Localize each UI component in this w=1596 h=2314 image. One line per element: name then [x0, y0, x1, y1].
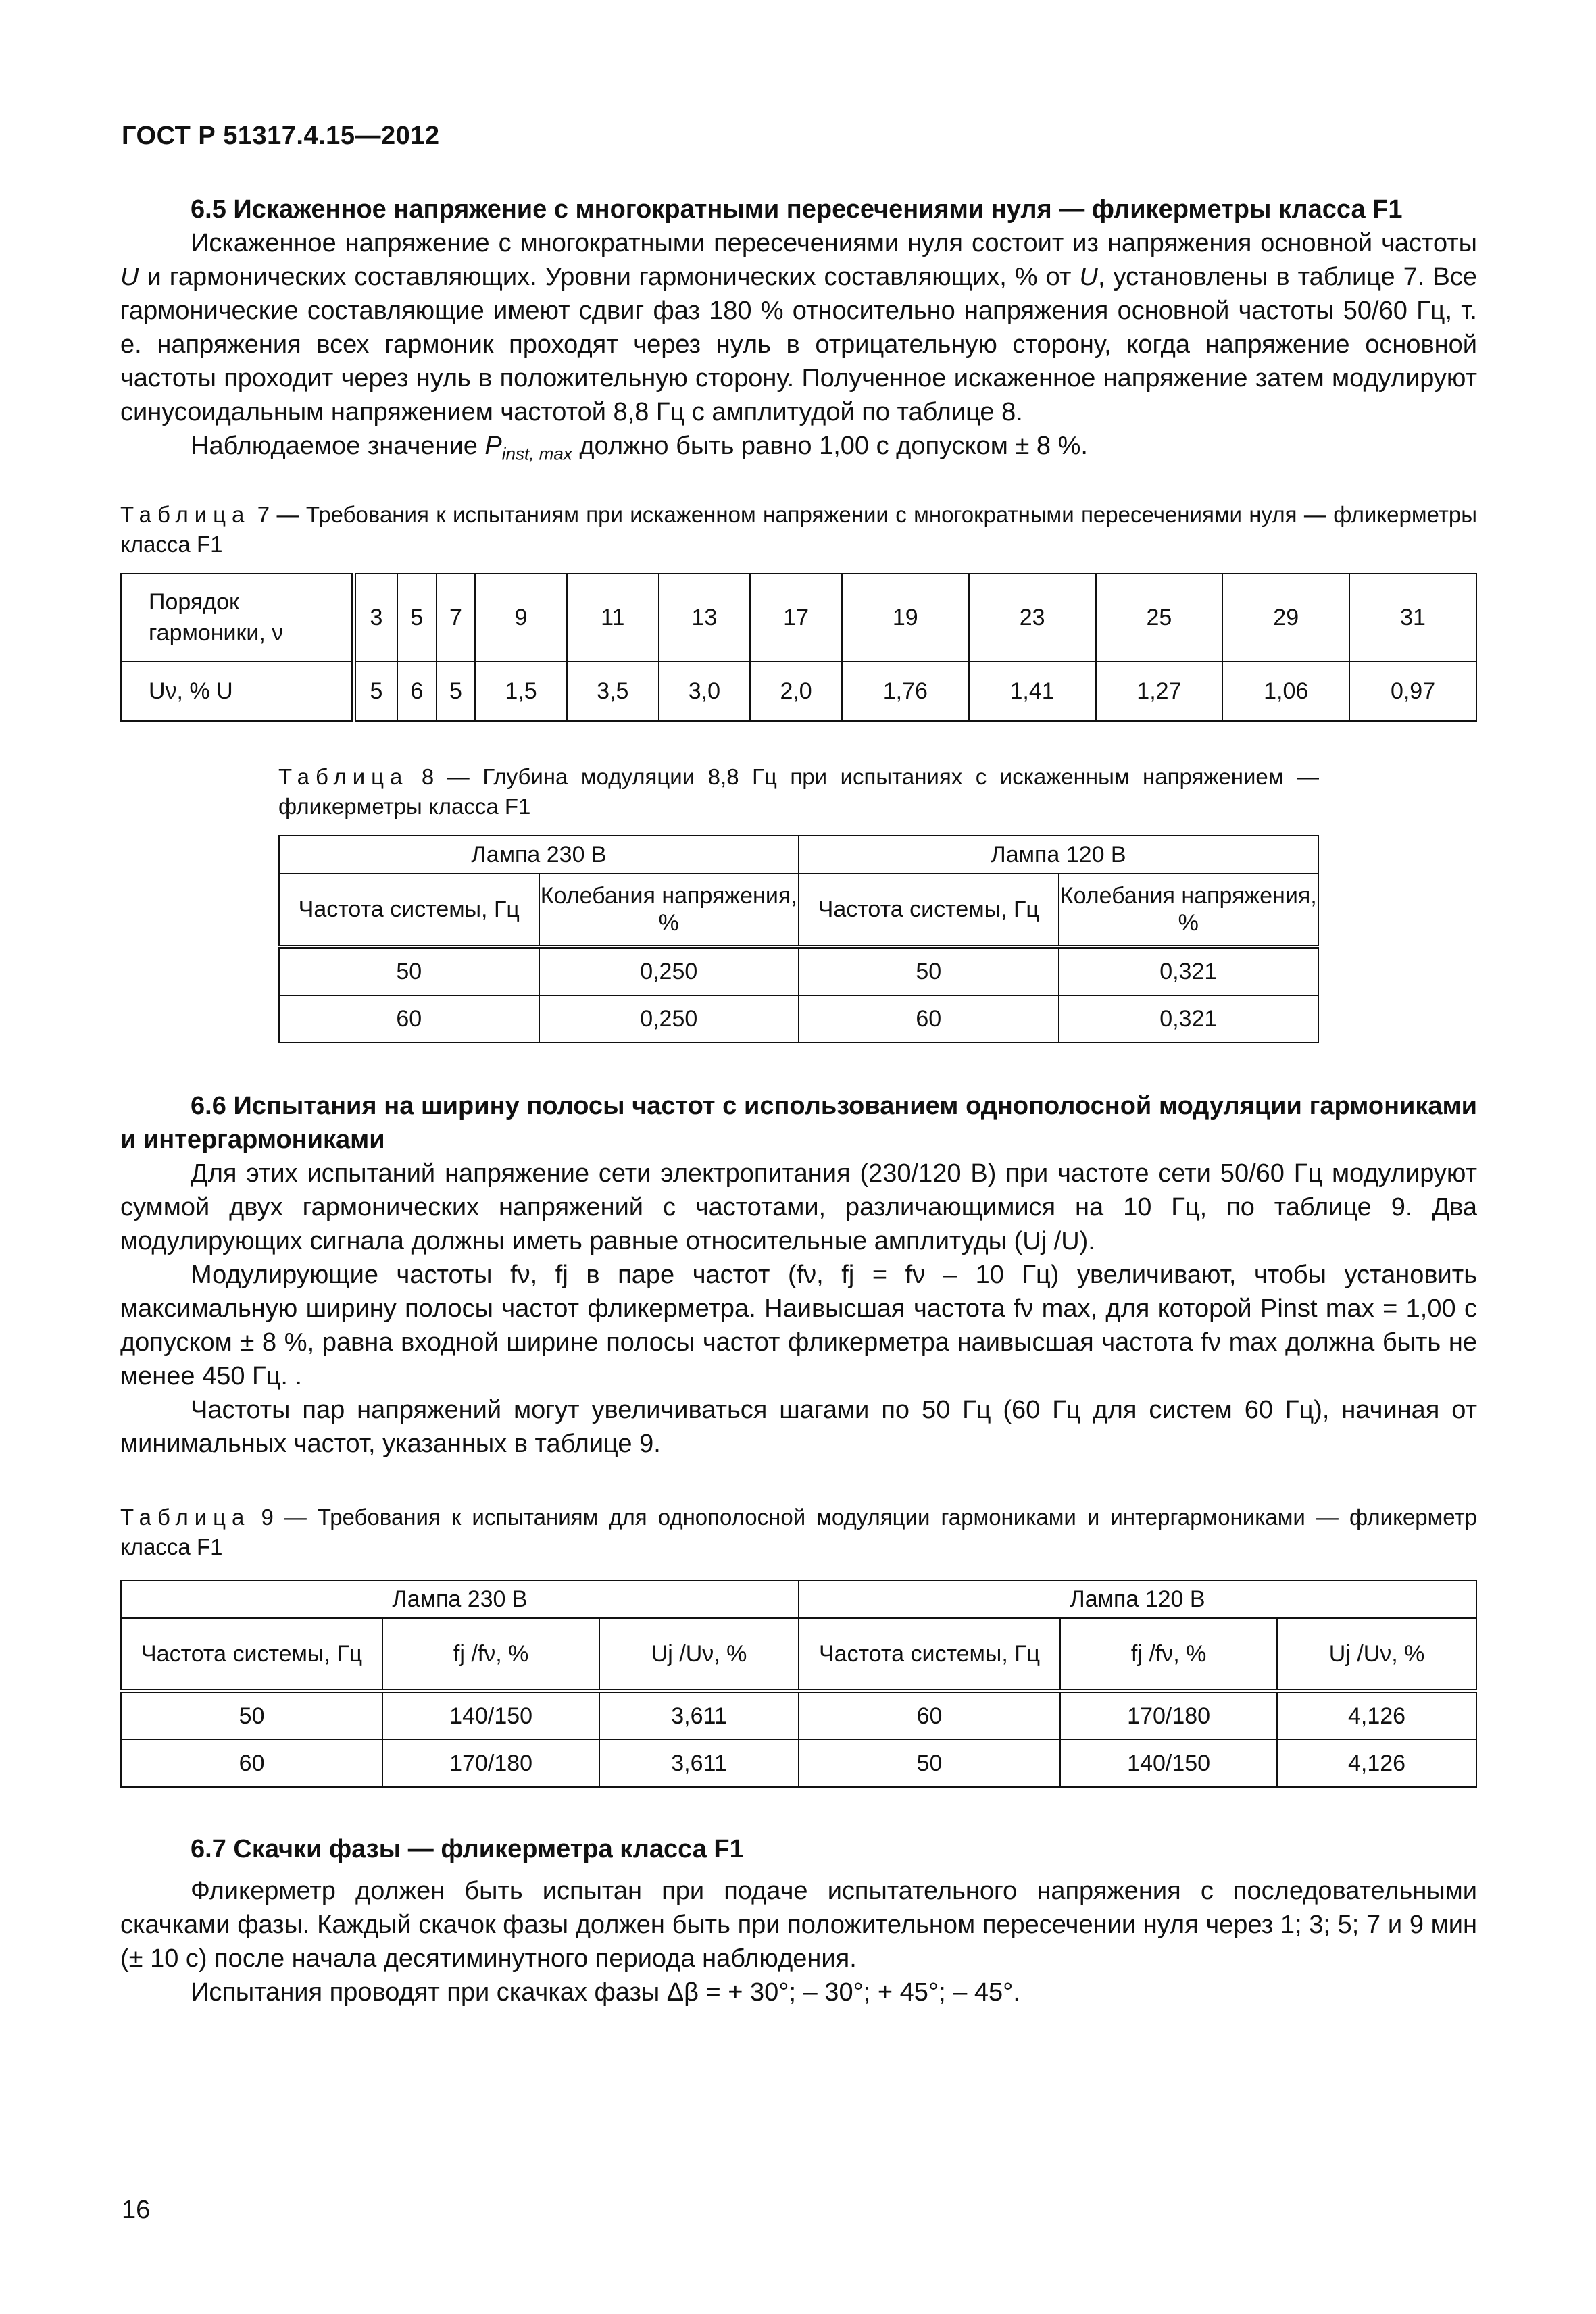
paragraph: Для этих испытаний напряжение сети электропитания (230/120 В) при частоте сети 50/60 Гц модулируют суммой двух гармонических напряжений с частотами, различающимися на 10 Гц, по таблице 9. Два модулирующих сигнала должны иметь равные относительные амплитуды (Uj /U).	[120, 1159, 1477, 1255]
table-header: Uj /Uν, %	[599, 1618, 799, 1691]
table-cell: 0,321	[1059, 995, 1319, 1042]
table-cell: 5	[354, 661, 398, 721]
table-cell: 140/150	[1060, 1740, 1277, 1787]
table-cell: 3,0	[659, 661, 751, 721]
table-cell: 50	[121, 1691, 382, 1740]
table-header: Частота системы, Гц	[799, 1618, 1060, 1691]
table-header: Частота системы, Гц	[799, 874, 1059, 947]
paragraph: Испытания проводят при скачках фазы Δβ = + 30°; – 30°; + 45°; – 45°.	[191, 1978, 1020, 2007]
table-cell: 3	[354, 574, 398, 661]
table-cell: 0,97	[1349, 661, 1476, 721]
table-cell: 60	[121, 1740, 382, 1787]
table-cell: 5	[397, 574, 437, 661]
table-cell: 29	[1222, 574, 1349, 661]
table-cell: 2,0	[750, 661, 842, 721]
table-row-label: Порядок гармоники, ν	[121, 574, 354, 661]
table-cell: 0,250	[539, 995, 799, 1042]
section-6-5	[120, 193, 1477, 471]
table-header: Лампа 120 В	[799, 836, 1318, 874]
table-cell: 19	[842, 574, 969, 661]
table-row	[279, 947, 1318, 995]
table-header-row	[121, 1618, 1476, 1691]
table-cell: 60	[799, 1691, 1060, 1740]
table-header: Uj /Uν, %	[1277, 1618, 1476, 1691]
table-cell: 5	[437, 661, 476, 721]
table-cell: 23	[969, 574, 1096, 661]
table-header: Лампа 120 В	[799, 1580, 1476, 1618]
table-cell: 60	[799, 995, 1059, 1042]
table-cell: 1,06	[1222, 661, 1349, 721]
table-cell: 3,5	[567, 661, 659, 721]
table-cell: 11	[567, 574, 659, 661]
table-row	[121, 1740, 1476, 1787]
table-cell: 7	[437, 574, 476, 661]
section-6-7	[120, 1832, 1477, 2009]
table-cell: 170/180	[1060, 1691, 1277, 1740]
table-8-caption: Таблица 8 — Глубина модуляции 8,8 Гц при испытаниях с искаженным напряжением — фликерметры класса F1	[278, 764, 1319, 819]
table-7-caption: Таблица 7 — Требования к испытаниям при искаженном напряжении с многократными пересечениями нуля — фликерметры класса F1	[120, 502, 1477, 557]
table-cell: 31	[1349, 574, 1476, 661]
table-cell: 1,27	[1096, 661, 1223, 721]
table-9-caption: Таблица 9 — Требования к испытаниям для однополосной модуляции гармониками и интергармониками — фликерметр класса F1	[120, 1505, 1477, 1559]
section-heading: 6.7 Скачки фазы — фликерметра класса F1	[191, 1835, 744, 1863]
table-header: fj /fν, %	[1060, 1618, 1277, 1691]
table-cell: 0,250	[539, 947, 799, 995]
table-cell: 50	[279, 947, 539, 995]
table-header: Частота системы, Гц	[121, 1618, 382, 1691]
table-cell: 170/180	[382, 1740, 599, 1787]
table-cell: 1,5	[475, 661, 567, 721]
table-row	[279, 995, 1318, 1042]
paragraph: Модулирующие частоты fν, fj в паре частот (fν, fj = fν – 10 Гц) увеличивают, чтобы установить максимальную ширину полосы частот фликерметра. Наивысшая частота fν max, для которой Pinst max = 1,00 с допуском ± 8 %, равна входной ширине полосы частот фликерметра наивысшая частота fν max должна быть не менее 450 Гц. .	[120, 1261, 1477, 1390]
document-id: ГОСТ Р 51317.4.15—2012	[122, 122, 440, 150]
section-heading: 6.5 Искаженное напряжение с многократными пересечениями нуля — фликерметры класса F1	[191, 195, 1403, 224]
table-9	[120, 1580, 1477, 1788]
table-cell: 25	[1096, 574, 1223, 661]
table-cell: 0,321	[1059, 947, 1319, 995]
table-header-row	[121, 1580, 1476, 1618]
table-header: Колебания напряжения, %	[539, 874, 799, 947]
table-cell: 50	[799, 947, 1059, 995]
paragraph: Искаженное напряжение с многократными пересечениями нуля состоит из напряжения основной частоты U и гармонических составляющих. Уровни гармонических составляющих, % от U, установлены в таблице 7. Все гармонические составляющие имеют сдвиг фаз 180 % относительно напряжения основной частоты 50/60 Гц, т. е. напряжения всех гармоник проходят через нуль в отрицательную сторону, когда напряжение основной частоты проходит через нуль в положительную сторону. Полученное искаженное напряжение затем модулируют синусоидальным напряжением частотой 8,8 Гц с амплитудой по таблице 8.	[120, 229, 1477, 426]
table-row	[121, 661, 1476, 721]
table-cell: 3,611	[599, 1740, 799, 1787]
paragraph: Фликерметр должен быть испытан при подаче испытательного напряжения с последовательными скачками фазы. Каждый скачок фазы должен быть при положительном пересечении нуля через 1; 3; 5; 7 и 9 мин (± 10 с) после начала десятиминутного периода наблюдения.	[120, 1877, 1477, 1973]
table-header: Лампа 230 В	[121, 1580, 799, 1618]
table-header: fj /fν, %	[382, 1618, 599, 1691]
table-cell: 3,611	[599, 1691, 799, 1740]
table-header: Частота системы, Гц	[279, 874, 539, 947]
table-cell: 60	[279, 995, 539, 1042]
table-row	[121, 1691, 1476, 1740]
table-header-row	[279, 836, 1318, 874]
table-row-label: Uν, % U	[121, 661, 354, 721]
table-cell: 9	[475, 574, 567, 661]
table-8	[278, 835, 1319, 1043]
table-cell: 140/150	[382, 1691, 599, 1740]
table-header: Колебания напряжения, %	[1059, 874, 1319, 947]
table-header-row	[279, 874, 1318, 947]
table-cell: 1,76	[842, 661, 969, 721]
table-cell: 1,41	[969, 661, 1096, 721]
paragraph: Частоты пар напряжений могут увеличиваться шагами по 50 Гц (60 Гц для систем 60 Гц), начиная от минимальных частот, указанных в таблице 9.	[120, 1396, 1477, 1458]
table-7	[120, 573, 1477, 722]
table-header: Лампа 230 В	[279, 836, 799, 874]
table-cell: 17	[750, 574, 842, 661]
section-6-6	[120, 1089, 1477, 1461]
table-cell: 4,126	[1277, 1691, 1476, 1740]
paragraph: Наблюдаемое значение $P_{inst, max}$ должно быть равно 1,00 с допуском ± 8 %.	[191, 432, 1088, 464]
table-cell: 4,126	[1277, 1740, 1476, 1787]
table-cell: 6	[397, 661, 437, 721]
table-cell: 50	[799, 1740, 1060, 1787]
table-cell: 13	[659, 574, 751, 661]
section-heading: 6.6 Испытания на ширину полосы частот с использованием однополосной модуляции гармониками и интергармониками	[120, 1092, 1477, 1154]
table-row	[121, 574, 1476, 661]
page-number: 16	[122, 2196, 151, 2224]
